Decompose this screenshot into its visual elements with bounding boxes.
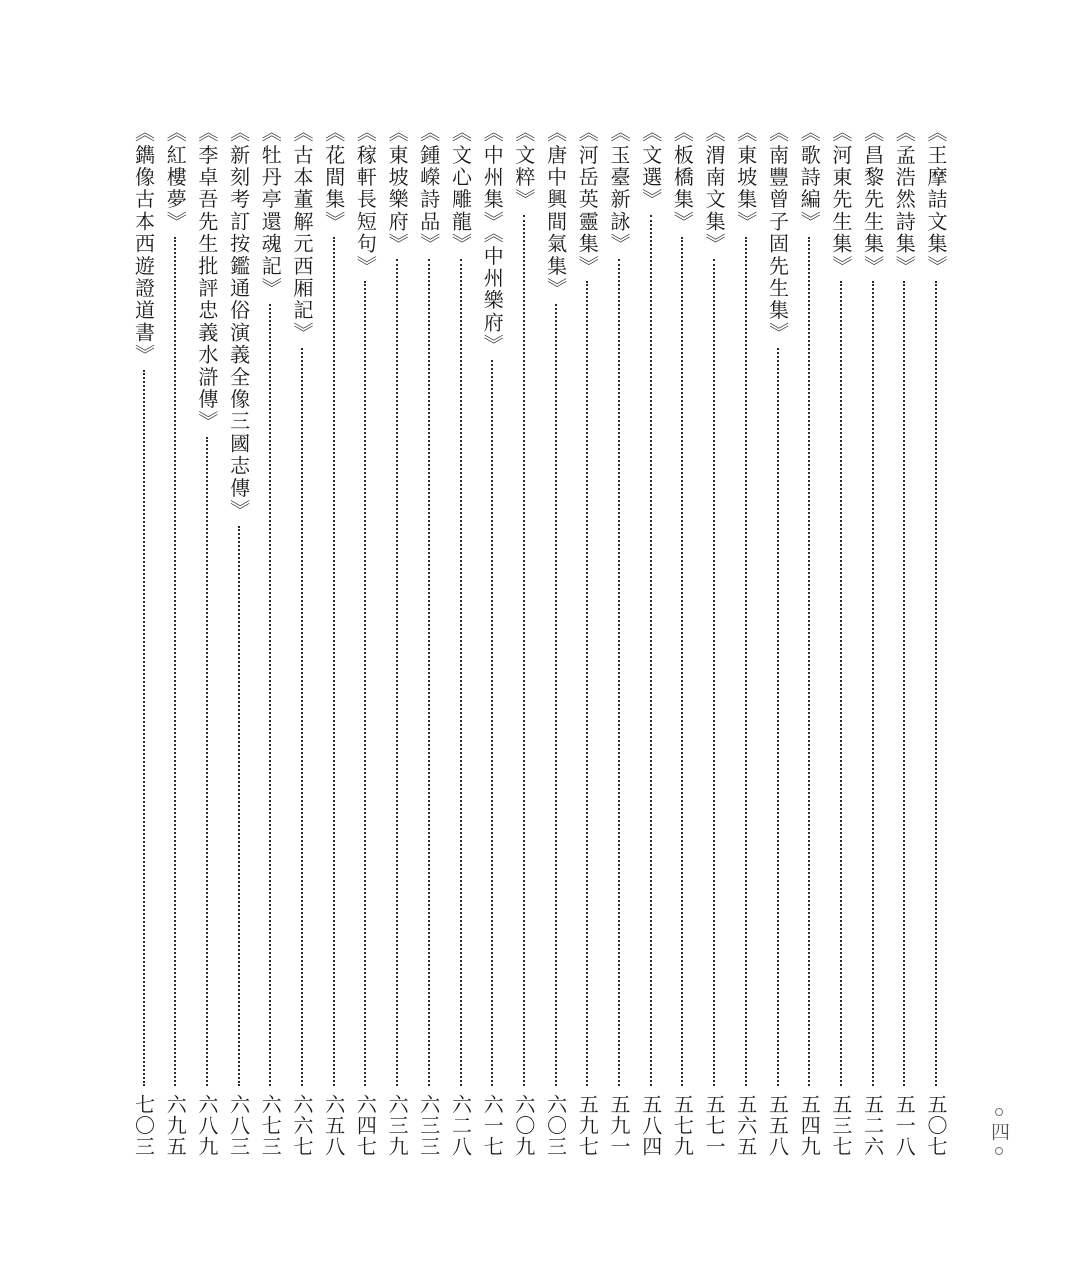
entry-title: 《鐫像古本西遊證道書》 — [131, 122, 156, 367]
entry-title: 《中州集》《中州樂府》 — [480, 122, 505, 357]
entry-title: 《李卓吾先生批評忠義水滸傳》 — [194, 122, 219, 433]
dot-leader — [396, 259, 398, 1086]
dot-leader — [364, 281, 366, 1086]
toc-entry — [542, 122, 570, 1157]
entry-title: 《東坡樂府》 — [385, 122, 410, 256]
entry-page-number: 六八三 — [226, 1094, 251, 1157]
entry-page-number: 五四九 — [797, 1094, 822, 1157]
entry-page-number: 六五八 — [321, 1094, 346, 1157]
toc-entry — [764, 122, 792, 1157]
toc-entry — [700, 122, 728, 1157]
dot-leader — [650, 215, 652, 1086]
dot-leader — [840, 281, 842, 1086]
dot-leader — [523, 215, 525, 1086]
entry-title: 《稼軒長短句》 — [353, 122, 378, 278]
entry-title: 《孟浩然詩集》 — [892, 122, 917, 278]
toc-entry — [288, 122, 316, 1157]
entry-title: 《文粹》 — [511, 122, 536, 211]
entry-title: 《河東先生集》 — [828, 122, 853, 278]
toc-entry — [573, 122, 601, 1157]
dot-leader — [555, 304, 557, 1086]
entry-title: 《新刻考訂按鑑通俗演義全像三國志傳》 — [226, 122, 251, 522]
toc-entry — [827, 122, 855, 1157]
entry-title: 《花間集》 — [321, 122, 346, 233]
dot-leader — [681, 237, 683, 1086]
dot-leader — [206, 437, 208, 1086]
entry-title: 《王摩詰文集》 — [924, 122, 948, 278]
entry-page-number: 五八四 — [638, 1094, 663, 1157]
toc-entry — [447, 122, 475, 1157]
dot-leader — [143, 370, 145, 1086]
entry-title: 《古本董解元西厢記》 — [290, 122, 314, 344]
toc-entry — [668, 122, 696, 1157]
entry-page-number: 六四七 — [353, 1094, 378, 1157]
folio-number: 四 — [988, 1122, 1010, 1141]
entry-page-number: 五一八 — [892, 1094, 917, 1157]
dot-leader — [618, 259, 620, 1086]
toc-entry — [859, 122, 887, 1157]
toc-entry — [161, 122, 189, 1157]
toc-entry — [732, 122, 760, 1157]
entry-title: 《河岳英靈集》 — [575, 122, 600, 278]
entry-title: 《南豐曾子固先生集》 — [765, 122, 790, 344]
dot-leader — [238, 526, 240, 1086]
page-folio — [987, 1108, 1011, 1168]
dot-leader — [872, 281, 874, 1086]
dot-leader — [713, 259, 715, 1086]
entry-page-number: 五九一 — [607, 1094, 631, 1157]
dot-leader — [903, 281, 905, 1086]
entry-title: 《紅樓夢》 — [163, 122, 188, 233]
toc-entry — [478, 122, 506, 1157]
entry-title: 《歌詩編》 — [797, 122, 822, 233]
dot-leader — [460, 259, 462, 1086]
entry-title: 《渭南文集》 — [702, 122, 727, 256]
entry-page-number: 六七三 — [258, 1094, 283, 1157]
toc-entry — [383, 122, 411, 1157]
entry-page-number: 五七一 — [702, 1094, 727, 1157]
toc-entry — [320, 122, 348, 1157]
entry-page-number: 五九七 — [575, 1094, 600, 1157]
entry-page-number: 六〇九 — [511, 1094, 536, 1157]
entry-page-number: 五二六 — [860, 1094, 885, 1157]
dot-leader — [333, 237, 335, 1086]
toc-entry — [225, 122, 253, 1157]
entry-title: 《唐中興間氣集》 — [543, 122, 568, 300]
toc-entry — [415, 122, 443, 1157]
entry-title: 《板橋集》 — [670, 122, 695, 233]
dot-leader — [174, 237, 176, 1086]
entry-title: 《鍾嶸詩品》 — [416, 122, 441, 256]
dot-leader — [491, 360, 493, 1086]
dot-leader — [269, 304, 271, 1086]
entry-title: 《文心雕龍》 — [448, 122, 473, 256]
entry-page-number: 六二八 — [448, 1094, 473, 1157]
entry-title: 《東坡集》 — [733, 122, 758, 233]
entry-page-number: 六三九 — [385, 1094, 410, 1157]
entry-page-number: 五〇七 — [924, 1094, 948, 1157]
folio-ornament-top — [995, 1108, 1003, 1116]
toc-entry — [256, 122, 284, 1157]
toc-entry — [193, 122, 221, 1157]
entry-page-number: 六六七 — [290, 1094, 314, 1157]
toc-entry — [351, 122, 379, 1157]
toc-entry — [795, 122, 823, 1157]
entry-page-number: 五七九 — [670, 1094, 695, 1157]
entry-page-number: 五五八 — [765, 1094, 790, 1157]
dot-leader — [777, 348, 779, 1086]
entry-title: 《昌黎先生集》 — [860, 122, 885, 278]
toc-entry — [605, 122, 633, 1157]
entry-title: 《牡丹亭還魂記》 — [258, 122, 283, 300]
dot-leader — [586, 281, 588, 1086]
toc-entry — [922, 122, 950, 1157]
dot-leader — [935, 281, 937, 1086]
folio-ornament-bottom — [995, 1147, 1003, 1155]
toc-entry — [890, 122, 918, 1157]
entry-page-number: 五三七 — [828, 1094, 853, 1157]
toc-entry — [510, 122, 538, 1157]
dot-leader — [428, 259, 430, 1086]
dot-leader — [808, 237, 810, 1086]
entry-page-number: 六九五 — [163, 1094, 188, 1157]
entry-page-number: 五六五 — [733, 1094, 758, 1157]
entry-page-number: 七〇三 — [131, 1094, 156, 1157]
entry-page-number: 六一七 — [480, 1094, 505, 1157]
dot-leader — [745, 237, 747, 1086]
toc-entry — [637, 122, 665, 1157]
toc-entry — [130, 122, 158, 1157]
entry-title: 《文選》 — [638, 122, 663, 211]
entry-title: 《玉臺新詠》 — [607, 122, 631, 256]
entry-page-number: 六八九 — [194, 1094, 219, 1157]
entry-page-number: 六三三 — [416, 1094, 441, 1157]
entry-page-number: 六〇三 — [543, 1094, 568, 1157]
dot-leader — [301, 348, 303, 1086]
